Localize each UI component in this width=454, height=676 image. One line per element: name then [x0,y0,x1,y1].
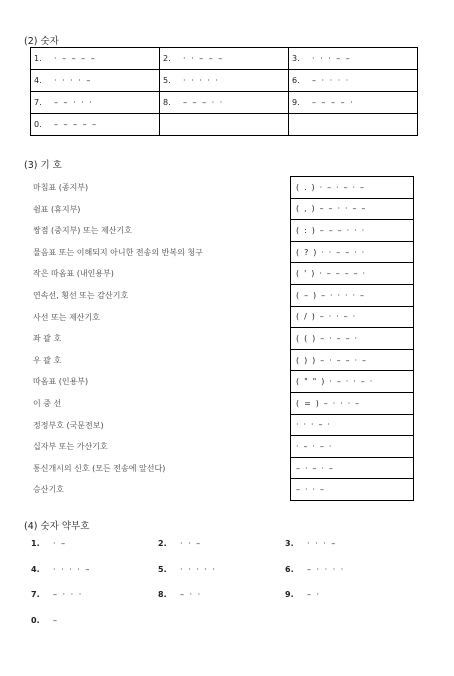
table-row [291,479,414,501]
table-row [291,241,414,263]
list-item [31,565,91,574]
list-item [285,590,321,599]
symbol-label: 쌍점 (중지부) 또는 제산기호 [33,226,132,236]
abbreviations-list [31,539,431,641]
symbol-label: 물음표 또는 이해되지 아니한 전송의 반복의 청구 [33,247,203,257]
symbol-code: – · – · – [291,457,414,479]
symbol-code: · · · – · [291,414,414,436]
symbol-label: 이 중 선 [33,398,62,408]
numbers-table [30,47,418,136]
morse-code: – [53,615,59,625]
table-row [291,198,414,220]
list-item [158,590,202,599]
symbol-code: · – · – · [291,436,414,458]
list-item [31,590,83,599]
digit-label: 9. [292,98,300,107]
table-row [291,414,414,436]
digit-label: 2. [158,539,167,548]
table-cell [160,70,289,92]
table-row [291,457,414,479]
table-row [291,220,414,242]
morse-code: – · · · [53,590,83,599]
morse-code: – · · · · [307,564,345,574]
abbreviations-heading: (4) 숫자 약부호 [24,521,90,532]
morse-code: · · – [180,539,202,548]
symbol-code: ( – ) – · · · · – [291,284,414,306]
symbol-code: ( / ) – · · – · [291,306,414,328]
table-row [291,392,414,414]
digit-label: 4. [34,76,42,85]
digit-label: 9. [285,590,294,599]
morse-code: · – – – – [54,54,97,63]
symbol-label: 승산기호 [33,485,64,495]
symbols-labels [33,177,203,501]
table-cell [160,48,289,70]
table-cell [289,114,418,136]
symbol-code: ( ( ) – · – – · [291,328,414,350]
morse-code: – · · [180,590,202,599]
morse-code: · · · · · [180,564,217,574]
list-item [31,539,67,548]
list-item [158,539,202,548]
numbers-heading: (2) 숫자 [24,36,59,47]
digit-label: 2. [163,54,171,63]
morse-code: · · · · · [183,76,220,85]
morse-code: · · · – – [312,54,352,63]
digit-label: 0. [31,615,40,625]
morse-code: – – – · · [183,98,224,107]
list-item [158,565,216,574]
symbol-code: ( ? ) · · – – · · [291,241,414,263]
table-cell [160,92,289,114]
table-row [31,48,418,70]
symbol-code: – · · – [291,479,414,501]
symbol-label: 우 괄 호 [33,355,62,365]
symbol-label: 십자부 또는 가산기호 [33,442,108,452]
symbol-label: 작은 따옴표 (내인용부) [33,269,114,279]
digit-label: 5. [158,564,167,574]
table-row [291,306,414,328]
morse-code: – – – – – [54,120,98,129]
symbol-label: 연속선, 횡선 또는 감산기호 [33,290,129,300]
symbol-label: 마침표 (종지부) [33,183,89,192]
symbol-code: ( ) ) – · – – · – [291,349,414,371]
morse-code: · · · · – [53,564,91,574]
table-row [291,349,414,371]
digit-label: 6. [292,76,300,85]
table-cell [31,70,160,92]
morse-code: – – – – · [312,98,355,107]
digit-label: 6. [285,564,294,574]
list-item [31,616,59,625]
table-row [291,263,414,285]
digit-label: 3. [292,54,300,63]
table-row [291,371,414,393]
symbol-code: ( = ) – · · · – [291,392,414,414]
symbol-label: 정정부호 (국문전보) [33,420,104,430]
morse-code: · · · – [307,539,337,548]
table-row [31,92,418,114]
digit-label: 3. [285,539,294,548]
table-cell [289,92,418,114]
list-row [31,565,431,591]
table-row [291,284,414,306]
list-row [31,539,431,565]
table-cell [31,114,160,136]
morse-code: – – · · · [54,98,94,107]
symbol-label: 따옴표 (인용부) [33,377,89,387]
table-row [291,436,414,458]
digit-label: 1. [34,54,42,63]
table-cell [160,114,289,136]
digit-label: 4. [31,564,40,574]
symbols-heading: (3) 기 호 [24,160,62,171]
table-row [31,114,418,136]
symbol-label: 좌 괄 호 [33,334,62,344]
table-cell [289,70,418,92]
table-row [291,328,414,350]
symbol-code: ( : ) – – – · · · [291,220,414,242]
digit-label: 8. [158,590,167,599]
table-cell [31,92,160,114]
symbol-code: ( " " ) · – · · – · [291,371,414,393]
digit-label: 1. [31,539,40,548]
digit-label: 7. [31,590,40,599]
morse-code: – · [307,590,321,599]
symbols-table [290,176,414,501]
symbol-label: 통신개시의 신호 (모든 전송에 앞선다) [33,463,166,473]
digit-label: 5. [163,76,171,85]
symbol-code: ( . ) · – · – · – [291,177,414,199]
table-cell [31,48,160,70]
digit-label: 8. [163,98,171,107]
table-row [31,70,418,92]
symbol-label: 사선 또는 제산기호 [33,312,100,322]
symbol-code: ( , ) – – · · – – [291,198,414,220]
table-row [291,177,414,199]
list-row [31,616,431,642]
table-cell [289,48,418,70]
list-item [285,565,345,574]
digit-label: 0. [34,120,42,129]
list-item [285,539,337,548]
symbol-label: 쉼표 (휴지부) [33,204,81,214]
morse-code: · – [53,539,67,548]
morse-code: · · – – – [183,54,224,63]
list-row [31,590,431,616]
morse-code: · · · · – [54,76,92,85]
digit-label: 7. [34,98,42,107]
symbol-code: ( ' ) · – – – – · [291,263,414,285]
morse-code: – · · · · [312,76,350,85]
